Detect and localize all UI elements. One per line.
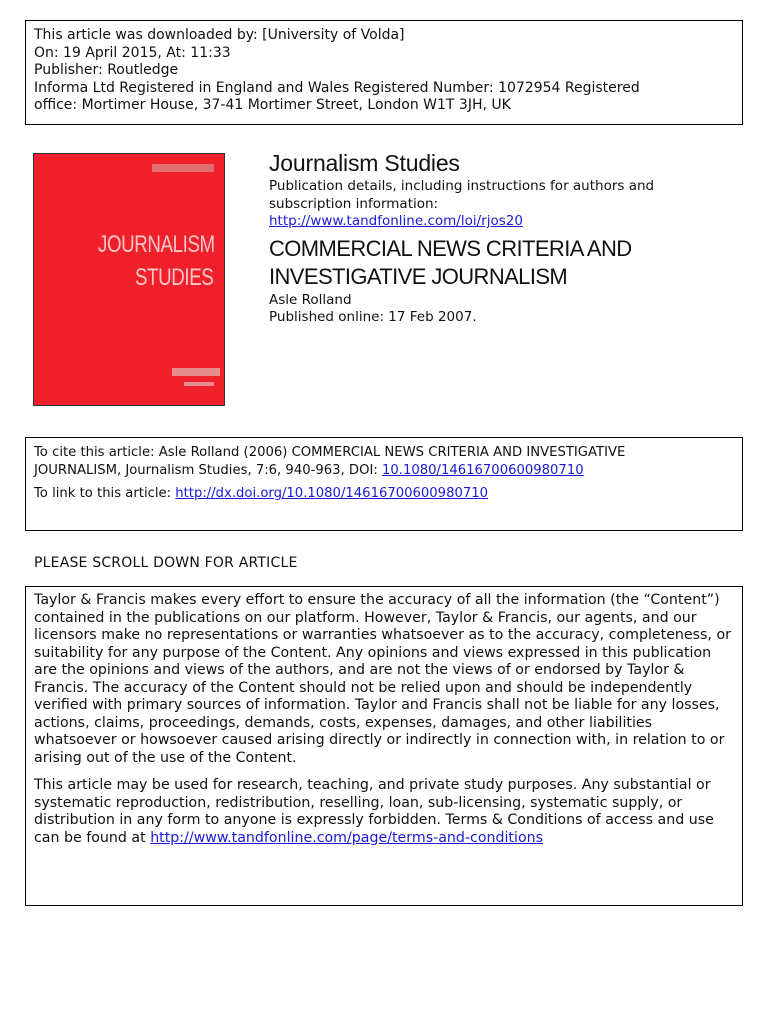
- article-title-line1: COMMERCIAL NEWS CRITERIA AND: [269, 235, 632, 261]
- article-link-line: [34, 485, 734, 503]
- usage-terms-text: This article may be used for research, teaching, and private study purposes. Any substantial or systematic reproduction, redistribution, reselling, loan, sub-licensing, systematic supply, or distribution in any form to anyone is expressly forbidden. Terms & Conditions of access and use can be found at: [34, 777, 714, 846]
- published-date: Published online: 17 Feb 2007.: [269, 308, 477, 325]
- terms-conditions-link[interactable]: http://www.tandfonline.com/page/terms-and-conditions: [150, 829, 544, 846]
- cover-footer-mark: [184, 382, 214, 386]
- cover-title-line2: STUDIES: [135, 264, 214, 291]
- disclaimer-box: [25, 586, 743, 906]
- article-title: [269, 235, 739, 292]
- cover-title-line1: JOURNALISM: [98, 231, 215, 258]
- download-date: On: 19 April 2015, At: 11:33: [34, 44, 231, 61]
- download-info-box: [25, 20, 743, 125]
- disclaimer-paragraph-2: [34, 777, 734, 847]
- journal-url-link[interactable]: http://www.tandfonline.com/loi/rjos20: [269, 213, 523, 229]
- cover-issue-strip: [152, 164, 214, 172]
- cite-line1: To cite this article: Asle Rolland (2006) COMMERCIAL NEWS CRITERIA AND INVESTIGATIVE: [34, 445, 626, 460]
- registration-line: Informa Ltd Registered in England and Wales Registered Number: 1072954 Registered: [34, 79, 640, 96]
- cite-line2-text: JOURNALISM, Journalism Studies, 7:6, 940-963, DOI:: [34, 462, 382, 478]
- journal-title: Journalism Studies: [269, 150, 460, 176]
- publisher-logo-icon: [172, 368, 220, 376]
- download-line: This article was downloaded by: [University of Volda]: [34, 27, 405, 43]
- article-doi-url-link[interactable]: http://dx.doi.org/10.1080/14616700600980710: [175, 486, 489, 501]
- details-line1: Publication details, including instructions for authors and: [269, 178, 655, 194]
- disclaimer-paragraph-1: Taylor & Francis makes every effort to ensure the accuracy of all the information (the “Content”) contained in the publications on our platform. However, Taylor & Francis, our agents, and our licensors make no representations or warranties whatsoever as to the accuracy, completeness, or suitability for any purpose of the Content. Any opinions and views expressed in this publication are the opinions and views of the authors, and are not the views of or endorsed by Taylor & Francis. The accuracy of the Content should not be relied upon and should be independently verified with primary sources of information. Taylor and Francis shall not be liable for any losses, actions, claims, proceedings, demands, costs, expenses, damages, and other liabilities whatsoever or howsoever caused arising directly or indirectly in connection with, in relation to or arising out of the use of the Content.: [34, 592, 731, 766]
- cite-line2: [34, 462, 734, 480]
- article-title-line2: INVESTIGATIVE JOURNALISM: [269, 264, 568, 289]
- link-label: To link to this article:: [34, 486, 176, 501]
- journal-cover-image: [33, 153, 225, 406]
- scroll-notice: PLEASE SCROLL DOWN FOR ARTICLE: [34, 555, 298, 571]
- office-address: office: Mortimer House, 37-41 Mortimer Street, London W1T 3JH, UK: [34, 97, 511, 113]
- publication-details: [269, 178, 739, 231]
- details-line2: subscription information:: [269, 195, 439, 212]
- doi-link[interactable]: 10.1080/14616700600980710: [381, 462, 584, 478]
- publisher: Publisher: Routledge: [34, 62, 179, 78]
- article-metadata: [269, 148, 739, 326]
- author-name: Asle Rolland: [269, 291, 352, 308]
- citation-box: [25, 437, 743, 531]
